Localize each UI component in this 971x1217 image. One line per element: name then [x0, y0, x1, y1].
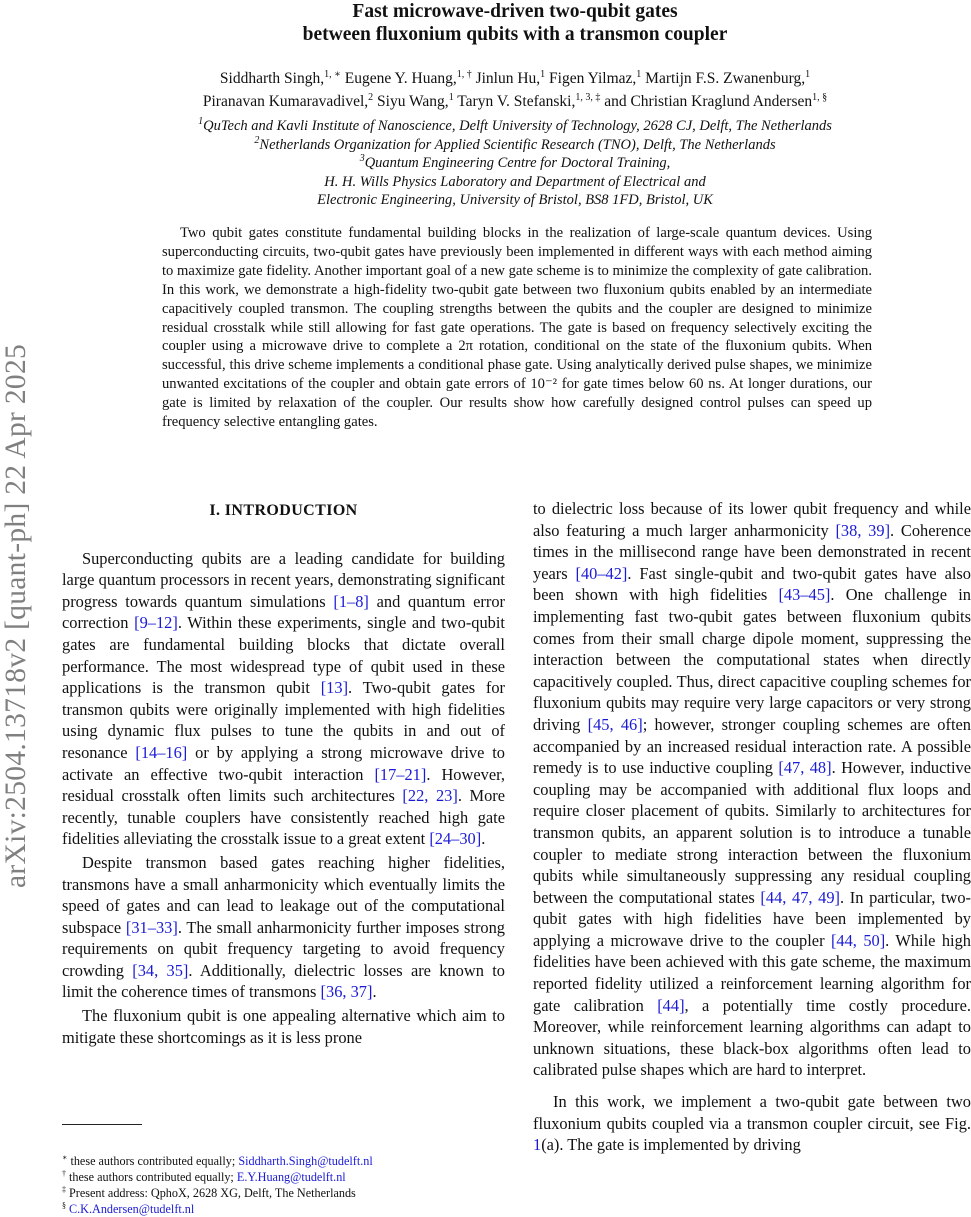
footnote	[62, 1201, 512, 1217]
footnote-text: these authors contributed equally;	[70, 1154, 239, 1168]
paragraph: to dielectric loss because of its lower qubit frequency and while also featuring a much larger anharmonicity [38, 39]. Coherence times in the millisecond range have been demonstrated in recent years [40–42]. Fast single-qubit and two-qubit gates have also been shown with high fidelities [43–45]. One challenge in implementing fast two-qubit gates between fluxonium qubits comes from their small charge dipole moment, suppressing the interaction between the computational states when directly capacitively coupled. Thus, direct capacitive coupling schemes for fluxonium qubits may require very large capacitors or very strong driving [45, 46]; however, stronger coupling schemes are often accompanied by an increased residual interaction rate. A possible remedy is to use inductive coupling [47, 48]. However, inductive coupling may be accompanied with additional flux loops and require closer placement of qubits. Similarly to architectures for transmon qubits, an apparent solution is to introduce a tunable coupler to mediate strong interaction between the fluxonium qubits while simultaneously suppressing any residual coupling between the computational states [44, 47, 49]. In particular, two-qubit gates with high fidelities have been implemented by applying a microwave drive to the coupler [44, 50]. While high fidelities have been achieved with this gate scheme, the maximum reported fidelity utilized a reinforcement learning algorithm for gate calibration [44], a potentially time costly procedure. Moreover, while reinforcement learning algorithms can adapt to unknown situations, these black-box algorithms often lead to calibrated pulse shapes which are hard to interpret.	[533, 499, 971, 1080]
citation-link[interactable]: [44]	[657, 995, 685, 1015]
email-link[interactable]: E.Y.Huang@tudelft.nl	[236, 1170, 346, 1184]
author-name: Jinlun Hu,	[475, 70, 541, 87]
affiliation-line	[100, 117, 930, 136]
affiliation-line	[100, 191, 930, 210]
footnote-text: Present address: QphoX, 2628 XG, Delft, The Netherlands	[69, 1186, 356, 1200]
affiliation-text: Netherlands Organization for Applied Scientific Research (TNO), Delft, The Netherlands	[259, 136, 776, 153]
author	[604, 93, 827, 110]
left-column	[62, 498, 505, 1048]
affiliation-text: Quantum Engineering Centre for Doctoral Training,	[364, 155, 671, 171]
citation-link[interactable]: [13]	[320, 678, 349, 698]
footnote-rule	[62, 1124, 142, 1125]
citation-link[interactable]: [44, 47, 49]	[760, 887, 841, 907]
citation-link[interactable]: [17–21]	[374, 764, 427, 784]
affiliation-line	[100, 154, 930, 173]
title-line-2: between fluxonium qubits with a transmon coupler	[302, 24, 728, 45]
affiliation-text: Electronic Engineering, University of Bristol, BS8 1FD, Bristol, UK	[317, 192, 713, 208]
email-link[interactable]: Siddharth.Singh@tudelft.nl	[238, 1154, 373, 1168]
author-name: Eugene Y. Huang,	[344, 70, 457, 87]
citation-link[interactable]: [24–30]	[429, 829, 482, 849]
footnotes	[62, 1153, 512, 1217]
email-link[interactable]: C.K.Andersen@tudelft.nl	[69, 1202, 195, 1216]
affiliation-mark: 1	[198, 116, 204, 128]
citation-link[interactable]: [47, 48]	[778, 758, 832, 778]
author-name: and Christian Kraglund Andersen	[604, 93, 813, 110]
affiliation-line	[100, 173, 930, 192]
author	[549, 70, 641, 87]
footnote-text: these authors contributed equally;	[69, 1170, 237, 1184]
footnote	[62, 1153, 512, 1169]
affiliation-mark: 2	[254, 134, 260, 146]
author	[457, 93, 600, 110]
author-name: Figen Yilmaz,	[549, 70, 637, 87]
affiliation-text: H. H. Wills Physics Laboratory and Department of Electrical and	[324, 173, 706, 190]
author-mark: 1, ∗	[324, 68, 341, 80]
citation-link[interactable]: [9–12]	[134, 613, 178, 633]
abstract: Two qubit gates constitute fundamental building blocks in the realization of large-scale quantum devices. Using superconducting circuits, two-qubit gates have previously been implemented in different ways with each method aiming to maximize gate fidelity. Another important goal of a new gate scheme is to minimize the complexity of gate calibration. In this work, we demonstrate a high-fidelity two-qubit gate between two fluxonium qubits enabled by an intermediate capacitively coupled transmon. The coupling strengths between the qubits and the coupler are designed to minimize residual crosstalk while still allowing for fast gate operations. The gate is based on frequency selectively exciting the coupler using a microwave drive to complete a 2π rotation, conditional on the state of the fluxonium qubits. When successful, this drive scheme implements a conditional phase gate. Using analytically derived pulse shapes, we minimize unwanted excitations of the coupler and obtain gate errors of 10⁻² for gate times below 60 ns. At longer durations, our gate is limited by relaxation of the coupler. Our results show how carefully designed control pulses can speed up frequency selective entangling gates.	[162, 225, 872, 431]
author-name: Piranavan Kumaravadivel,	[202, 93, 369, 110]
author-name: Siyu Wang,	[377, 93, 449, 110]
right-column	[533, 498, 971, 1156]
author-list	[70, 67, 960, 113]
author	[220, 70, 341, 87]
citation-link[interactable]: [22, 23]	[402, 786, 458, 806]
left-column-body	[62, 548, 505, 1049]
citation-link[interactable]: [14–16]	[135, 742, 188, 762]
affiliations	[100, 117, 930, 210]
citation-link[interactable]: [1–8]	[333, 591, 369, 611]
citation-link[interactable]: [31–33]	[125, 917, 178, 937]
citation-link[interactable]: [45, 46]	[587, 714, 643, 734]
author-mark: 1, 3, ‡	[575, 91, 601, 103]
affiliation-line	[100, 136, 930, 155]
footnote-mark: †	[62, 1168, 66, 1178]
footnote-mark: ‡	[62, 1184, 66, 1194]
author-name: Taryn V. Stefanski,	[457, 93, 576, 110]
paragraph: In this work, we implement a two-qubit gate between two fluxonium qubits coupled via a transmon coupler circuit, see Fig. 1(a). The gate is implemented by driving	[533, 1092, 971, 1155]
author-mark: 1, †	[456, 68, 472, 80]
footnote-mark: §	[62, 1200, 66, 1210]
author-mark: 1	[636, 68, 642, 80]
author-mark: 1	[540, 68, 546, 80]
footnote-mark: ∗	[62, 1152, 68, 1162]
citation-link[interactable]: [40–42]	[575, 563, 628, 583]
title-line-1: Fast microwave-driven two-qubit gates	[352, 1, 678, 22]
author-mark: 1	[448, 91, 454, 103]
citation-link[interactable]: [43–45]	[778, 585, 831, 605]
author	[377, 93, 454, 110]
author-name: Siddharth Singh,	[219, 70, 325, 87]
author	[345, 70, 472, 87]
paragraph: Despite transmon based gates reaching higher fidelities, transmons have a small anharmonicity which eventually limits the speed of gates and can lead to leakage out of the computational subspace [31–33]. The small anharmonicity further imposes strong requirements on qubit frequency targeting to avoid frequency crowding [34, 35]. Additionally, dielectric losses are known to limit the coherence times of transmons [36, 37].	[62, 852, 505, 1002]
author-name: Martijn F.S. Zwanenburg,	[645, 70, 806, 87]
citation-link[interactable]: 1	[533, 1135, 542, 1155]
citation-link[interactable]: [38, 39]	[835, 520, 891, 540]
footnote	[62, 1185, 512, 1201]
author	[645, 70, 810, 87]
author-mark: 1	[805, 68, 811, 80]
citation-link[interactable]: [36, 37]	[320, 982, 373, 1002]
affiliation-mark: 3	[359, 153, 365, 165]
author	[476, 70, 546, 87]
paragraph: The fluxonium qubit is one appealing alternative which aim to mitigate these shortcomings as it is less prone	[62, 1006, 505, 1047]
author	[203, 93, 373, 110]
arxiv-identifier: arXiv:2504.13718v2 [quant-ph] 22 Apr 2025	[0, 343, 32, 889]
right-column-body	[533, 498, 971, 1156]
author-mark: 1, §	[812, 91, 828, 103]
paragraph: Superconducting qubits are a leading candidate for building large quantum processors in recent years, demonstrating significant progress towards quantum simulations [1–8] and quantum error correction [9–12]. Within these experiments, single and two-qubit gates are fundamental building blocks that dictate overall performance. The most widespread type of qubit used in these applications is the transmon qubit [13]. Two-qubit gates for transmon qubits were originally implemented with high fidelities using dynamic flux pulses to tune the qubits in and out of resonance [14–16] or by applying a strong microwave drive to activate an effective two-qubit interaction [17–21]. However, residual crosstalk often limits such architectures [22, 23]. More recently, tunable couplers have consistently reached high gate fidelities alleviating the crosstalk issue to a great extent [24–30].	[62, 548, 505, 849]
paper-title	[120, 0, 910, 46]
author-mark: 2	[368, 91, 374, 103]
section-heading: I. INTRODUCTION	[209, 502, 358, 519]
citation-link[interactable]: [34, 35]	[132, 960, 189, 980]
affiliation-text: QuTech and Kavli Institute of Nanoscience, Delft University of Technology, 2628 CJ, Delft, The Netherlands	[203, 118, 832, 134]
footnote	[62, 1169, 512, 1185]
citation-link[interactable]: [44, 50]	[830, 930, 886, 950]
